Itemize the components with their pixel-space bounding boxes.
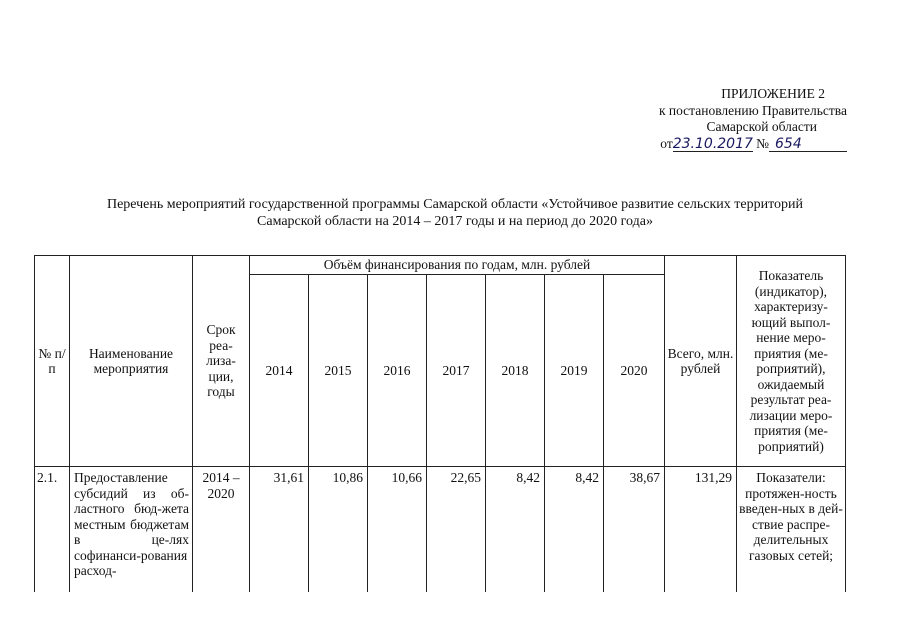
header-funding: Объём финансирования по годам, млн. рублей	[250, 256, 665, 275]
from-label: от	[660, 135, 673, 151]
title-line-2: Самарской области на 2014 – 2017 годы и на период до 2020 года»	[257, 214, 653, 229]
table-row	[35, 467, 846, 592]
appendix-header	[587, 86, 847, 152]
header-name: Наименование мероприятия	[70, 256, 193, 467]
appendix-date-line	[587, 136, 847, 153]
number-label: №	[756, 135, 769, 151]
header-indicator: Показатель (индикатор), характеризу-ющий выпол-нение меро-приятия (ме-роприятий), ожидаемый результат реа-лизации меро-приятия (ме-роприятий)	[737, 256, 846, 467]
appendix-title: ПРИЛОЖЕНИЕ 2	[721, 86, 825, 101]
header-year: 2014	[250, 275, 309, 467]
header-year: 2017	[427, 275, 486, 467]
row-value: 38,67	[604, 467, 665, 592]
header-num: № п/п	[35, 256, 70, 467]
row-total: 131,29	[665, 467, 737, 592]
row-indicator: Показатели: протяжен-ность введен-ных в дей-ствие распре-делительных газовых сетей;	[737, 467, 846, 592]
header-year: 2015	[309, 275, 368, 467]
header-term: Срок реа-лиза-ции, годы	[193, 256, 250, 467]
row-value: 8,42	[486, 467, 545, 592]
header-year: 2019	[545, 275, 604, 467]
appendix-region: Самарской области	[706, 119, 817, 134]
row-value: 31,61	[250, 467, 309, 592]
measures-table	[34, 255, 846, 592]
row-value: 8,42	[545, 467, 604, 592]
title-line-1: Перечень мероприятий государственной программы Самарской области «Устойчивое развитие сельских территорий	[106, 197, 804, 212]
handwritten-date: 23.10.2017	[672, 135, 753, 152]
row-value: 10,66	[368, 467, 427, 592]
row-name: Предоставление субсидий из об-ластного бюд-жета местным бюджетам в це-лях софинанси-рования расход-	[70, 467, 193, 592]
header-year: 2018	[486, 275, 545, 467]
handwritten-number: 654	[769, 137, 847, 152]
document-title	[40, 196, 870, 230]
appendix-decree: к постановлению Правительства	[658, 102, 847, 118]
row-term: 2014 – 2020	[193, 467, 250, 592]
header-year: 2020	[604, 275, 665, 467]
row-value: 10,86	[309, 467, 368, 592]
header-total: Всего, млн. рублей	[665, 256, 737, 467]
row-value: 22,65	[427, 467, 486, 592]
header-year: 2016	[368, 275, 427, 467]
row-num: 2.1.	[35, 467, 70, 592]
